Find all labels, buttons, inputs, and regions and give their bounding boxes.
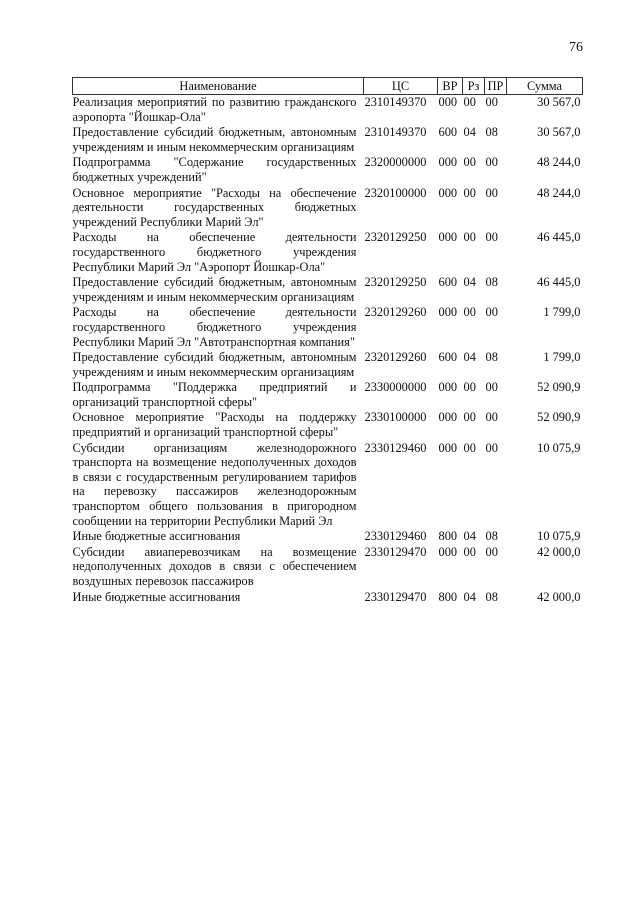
row-name: Расходы на обеспечение деятельности государственного бюджетного учреждения Республики Марий Эл "Автотранспортная компания" bbox=[72, 305, 357, 349]
table-row bbox=[73, 380, 583, 410]
row-pr: 00 bbox=[485, 410, 498, 425]
row-rz: 00 bbox=[463, 440, 476, 455]
row-vr: 000 bbox=[438, 544, 458, 559]
row-cs: 2330129470 bbox=[364, 544, 427, 559]
row-cs: 2320129250 bbox=[364, 275, 427, 290]
header-name: Наименование bbox=[73, 78, 364, 95]
table-row bbox=[73, 529, 583, 545]
row-rz: 00 bbox=[463, 544, 476, 559]
row-name: Иные бюджетные ассигнования bbox=[72, 589, 241, 604]
row-name: Иные бюджетные ассигнования bbox=[72, 529, 241, 544]
row-pr: 00 bbox=[485, 380, 498, 395]
row-vr: 800 bbox=[438, 529, 458, 544]
row-sum: 52 090,9 bbox=[537, 410, 581, 425]
row-rz: 00 bbox=[463, 380, 476, 395]
row-cs: 2330129460 bbox=[364, 529, 427, 544]
table-row bbox=[73, 410, 583, 440]
row-vr: 000 bbox=[438, 230, 458, 245]
row-cs: 2330000000 bbox=[364, 380, 427, 395]
table-header bbox=[73, 78, 583, 95]
row-rz: 00 bbox=[463, 410, 476, 425]
table-row bbox=[73, 441, 583, 530]
row-cs: 2310149370 bbox=[364, 95, 427, 109]
row-vr: 000 bbox=[438, 95, 458, 109]
header-pr: ПР bbox=[485, 78, 507, 95]
row-name: Основное мероприятие "Расходы на обеспечение деятельности государственных бюджетных учреждений Республики Марий Эл" bbox=[72, 185, 357, 229]
row-sum: 42 000,0 bbox=[537, 589, 581, 604]
row-pr: 00 bbox=[485, 544, 498, 559]
row-pr: 00 bbox=[485, 185, 498, 200]
row-pr: 00 bbox=[485, 95, 498, 109]
row-cs: 2320000000 bbox=[364, 155, 427, 170]
row-cs: 2330129460 bbox=[364, 440, 427, 455]
row-vr: 600 bbox=[438, 350, 458, 365]
row-name: Подпрограмма "Поддержка предприятий и организаций транспортной сферы" bbox=[72, 380, 357, 409]
header-cs: ЦС bbox=[364, 78, 438, 95]
row-name: Предоставление субсидий бюджетным, автономным учреждениям и иным некоммерческим организациям bbox=[72, 275, 357, 304]
table-row bbox=[73, 95, 583, 126]
row-rz: 04 bbox=[463, 275, 476, 290]
row-sum: 42 000,0 bbox=[537, 544, 581, 559]
row-pr: 00 bbox=[485, 230, 498, 245]
row-cs: 2320129260 bbox=[364, 305, 427, 320]
row-name: Подпрограмма "Содержание государственных бюджетных учреждений" bbox=[72, 155, 357, 184]
page-number: 76 bbox=[569, 40, 583, 55]
row-rz: 00 bbox=[463, 155, 476, 170]
row-sum: 10 075,9 bbox=[537, 440, 581, 455]
row-rz: 00 bbox=[463, 185, 476, 200]
header-vr: ВР bbox=[438, 78, 463, 95]
row-pr: 00 bbox=[485, 305, 498, 320]
row-name: Субсидии организациям железнодорожного транспорта на возмещение недополученных доходов в связи с государственным регулированием тарифов на перевозку пассажиров железнодорожным транспортом общего пользования в пригородном сообщении на территории Республики Марий Эл bbox=[72, 440, 357, 528]
row-vr: 000 bbox=[438, 440, 458, 455]
row-cs: 2330100000 bbox=[364, 410, 427, 425]
row-sum: 30 567,0 bbox=[537, 125, 581, 140]
row-name: Предоставление субсидий бюджетным, автономным учреждениям и иным некоммерческим организациям bbox=[72, 350, 357, 379]
table-row bbox=[73, 186, 583, 231]
row-cs: 2320129250 bbox=[364, 230, 427, 245]
row-rz: 04 bbox=[463, 125, 476, 140]
row-cs: 2320100000 bbox=[364, 185, 427, 200]
row-sum: 1 799,0 bbox=[543, 350, 581, 365]
table-row bbox=[73, 545, 583, 590]
row-pr: 08 bbox=[485, 529, 498, 544]
row-pr: 08 bbox=[485, 125, 498, 140]
row-rz: 04 bbox=[463, 529, 476, 544]
row-name: Предоставление субсидий бюджетным, автономным учреждениям и иным некоммерческим организациям bbox=[72, 125, 357, 154]
row-name: Реализация мероприятий по развитию гражданского аэропорта "Йошкар-Ола" bbox=[72, 95, 357, 124]
row-sum: 48 244,0 bbox=[537, 185, 581, 200]
budget-table bbox=[72, 77, 583, 605]
row-sum: 46 445,0 bbox=[537, 230, 581, 245]
row-rz: 00 bbox=[463, 95, 476, 109]
header-rz: Рз bbox=[463, 78, 485, 95]
row-sum: 48 244,0 bbox=[537, 155, 581, 170]
row-vr: 000 bbox=[438, 410, 458, 425]
row-cs: 2320129260 bbox=[364, 350, 427, 365]
row-rz: 00 bbox=[463, 305, 476, 320]
row-vr: 000 bbox=[438, 185, 458, 200]
table-row bbox=[73, 305, 583, 350]
table-body bbox=[73, 95, 583, 606]
row-sum: 52 090,9 bbox=[537, 380, 581, 395]
row-name: Основное мероприятие "Расходы на поддержку предприятий и организаций транспортной сферы" bbox=[72, 410, 357, 440]
header-sum: Сумма bbox=[507, 78, 583, 95]
table-row bbox=[73, 275, 583, 305]
row-vr: 000 bbox=[438, 380, 458, 395]
row-name: Расходы на обеспечение деятельности государственного бюджетного учреждения Республики Марий Эл "Аэропорт Йошкар-Ола" bbox=[72, 230, 357, 274]
table-row bbox=[73, 230, 583, 275]
table-row bbox=[73, 155, 583, 185]
table-row bbox=[73, 125, 583, 155]
row-rz: 04 bbox=[463, 350, 476, 365]
row-sum: 46 445,0 bbox=[537, 275, 581, 290]
row-pr: 00 bbox=[485, 440, 498, 455]
table-row bbox=[73, 350, 583, 380]
row-cs: 2330129470 bbox=[364, 589, 427, 604]
row-pr: 08 bbox=[485, 589, 498, 604]
row-rz: 04 bbox=[463, 589, 476, 604]
table-row bbox=[73, 590, 583, 606]
row-sum: 10 075,9 bbox=[537, 529, 581, 544]
row-pr: 00 bbox=[485, 155, 498, 170]
row-name: Субсидии авиаперевозчикам на возмещение недополученных доходов в связи с обеспечением воздушных перевозок пассажиров bbox=[72, 544, 357, 588]
row-rz: 00 bbox=[463, 230, 476, 245]
row-sum: 30 567,0 bbox=[537, 95, 581, 109]
row-pr: 08 bbox=[485, 275, 498, 290]
row-cs: 2310149370 bbox=[364, 125, 427, 140]
row-vr: 000 bbox=[438, 155, 458, 170]
row-sum: 1 799,0 bbox=[543, 305, 581, 320]
row-vr: 000 bbox=[438, 305, 458, 320]
row-vr: 600 bbox=[438, 125, 458, 140]
row-vr: 600 bbox=[438, 275, 458, 290]
row-vr: 800 bbox=[438, 589, 458, 604]
row-pr: 08 bbox=[485, 350, 498, 365]
